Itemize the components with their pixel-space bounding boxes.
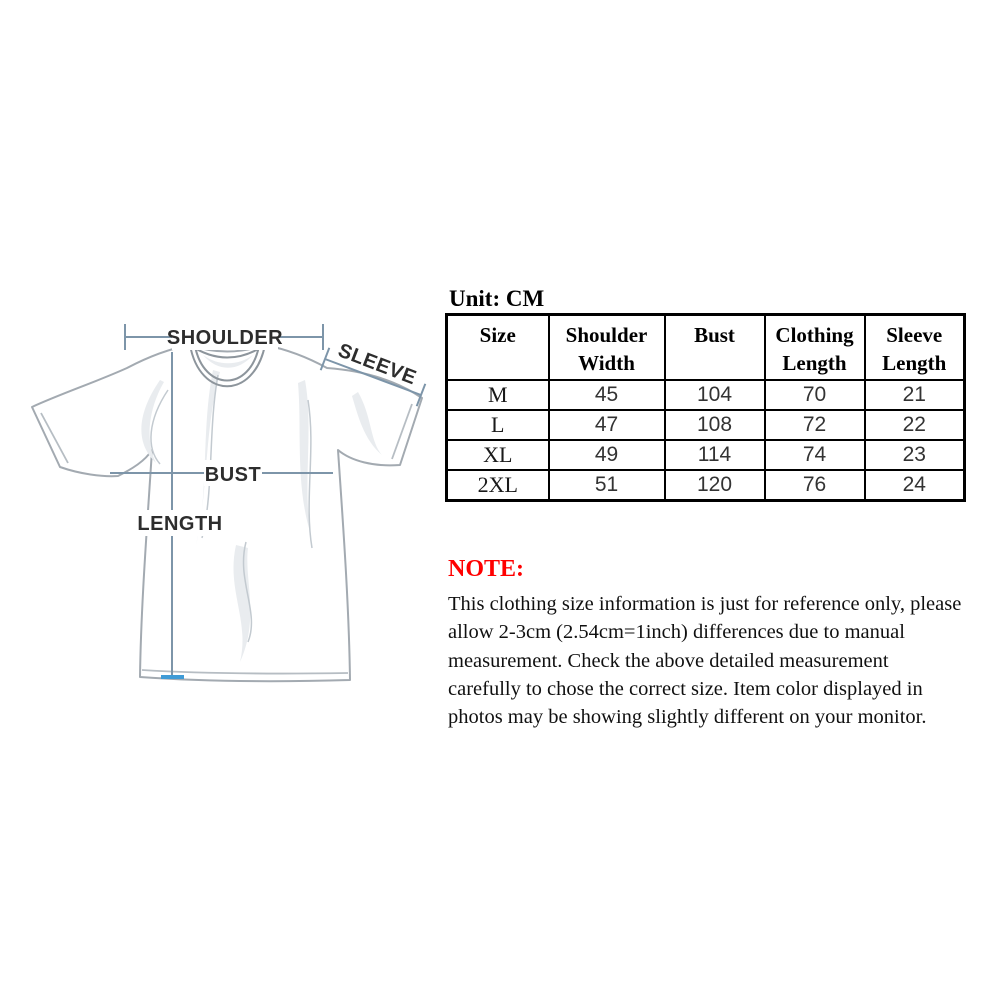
cell-clothing-length: 76	[765, 470, 865, 501]
cell-clothing-length: 74	[765, 440, 865, 470]
sleeve-label: SLEEVE	[334, 339, 420, 390]
tshirt-diagram	[8, 280, 458, 710]
unit-label: Unit: CM	[449, 286, 545, 311]
tshirt-outline	[32, 345, 422, 681]
table-header-row	[447, 315, 965, 381]
cell-size: XL	[447, 440, 549, 470]
header-bust: Bust	[665, 315, 765, 381]
header-clothing-length: Clothing Length	[765, 315, 865, 381]
cell-clothing-length: 70	[765, 380, 865, 410]
cell-sleeve-length: 23	[865, 440, 965, 470]
note-text-line: measurement. Check the above detailed measurement	[448, 649, 889, 672]
note-text-line: photos may be showing slightly different on your monitor.	[448, 706, 927, 729]
note-section	[448, 556, 964, 731]
size-table	[445, 313, 966, 502]
cell-bust: 114	[665, 440, 765, 470]
cell-bust: 108	[665, 410, 765, 440]
header-sleeve-length: Sleeve Length	[865, 315, 965, 381]
cell-sleeve-length: 21	[865, 380, 965, 410]
header-shoulder-width: Shoulder Width	[549, 315, 665, 381]
shoulder-label: SHOULDER	[166, 327, 284, 349]
note-text-line: carefully to chose the correct size. Item color displayed in	[448, 677, 923, 700]
cell-clothing-length: 72	[765, 410, 865, 440]
note-text-line: allow 2-3cm (2.54cm=1inch) differences due to manual	[448, 621, 905, 644]
cell-bust: 104	[665, 380, 765, 410]
cell-sleeve-length: 24	[865, 470, 965, 501]
cell-sleeve-length: 22	[865, 410, 965, 440]
cell-size: 2XL	[447, 470, 549, 501]
table-row	[447, 380, 965, 410]
length-label: LENGTH	[137, 513, 223, 535]
cell-shoulder-width: 47	[549, 410, 665, 440]
table-row	[447, 470, 965, 501]
cell-size: L	[447, 410, 549, 440]
cell-shoulder-width: 51	[549, 470, 665, 501]
cell-shoulder-width: 49	[549, 440, 665, 470]
table-row	[447, 440, 965, 470]
cell-shoulder-width: 45	[549, 380, 665, 410]
cell-size: M	[447, 380, 549, 410]
bust-label: BUST	[204, 464, 262, 486]
cell-bust: 120	[665, 470, 765, 501]
note-heading: NOTE:	[448, 556, 525, 582]
header-size: Size	[447, 315, 549, 381]
note-text-line: This clothing size information is just for reference only, please	[448, 593, 962, 615]
table-row	[447, 410, 965, 440]
